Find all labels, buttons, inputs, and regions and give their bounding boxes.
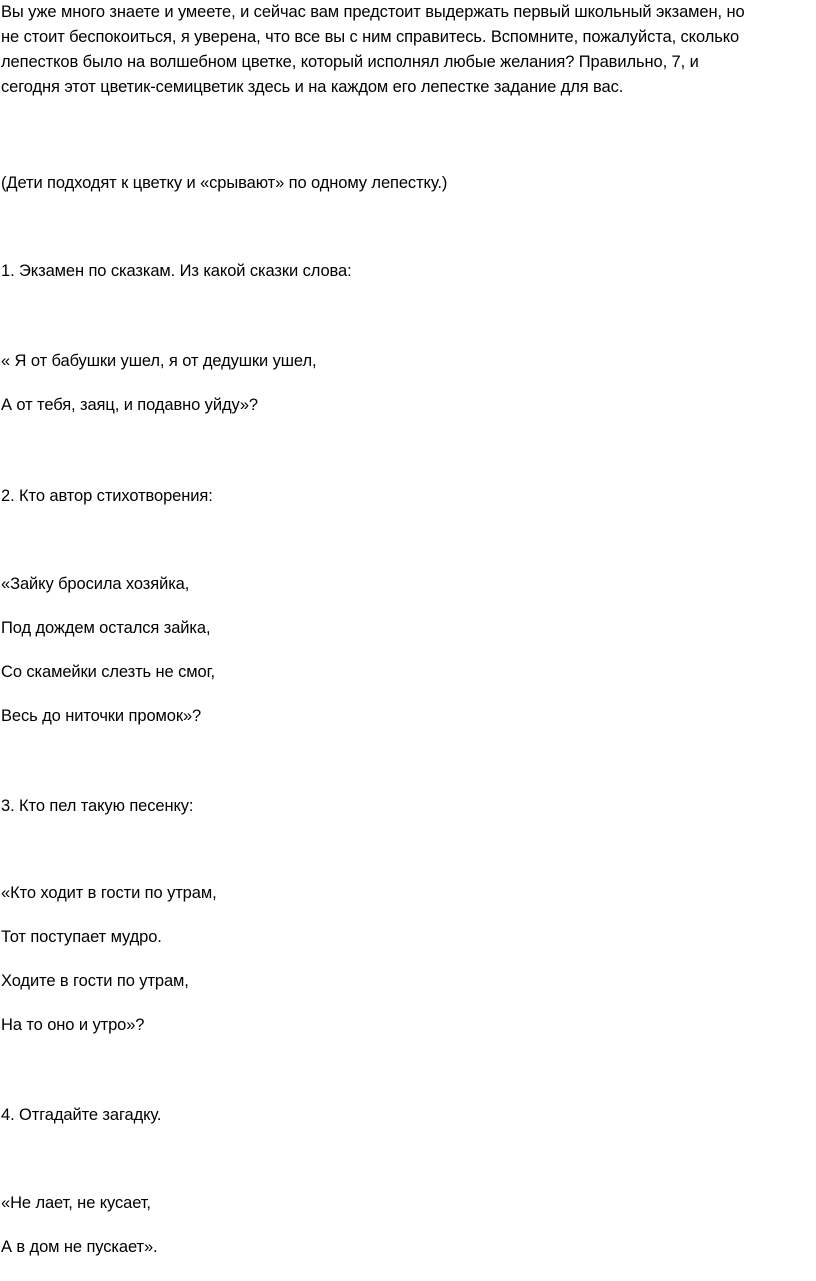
quote-line: «Кто ходит в гости по утрам,: [1, 884, 217, 902]
task-heading: 2. Кто автор стихотворения:: [1, 487, 213, 505]
quote-line: А в дом не пускает».: [1, 1238, 158, 1256]
intro-line: лепестков было на волшебном цветке, который исполнял любые желания? Правильно, 7, и: [1, 53, 699, 71]
quote-line: Тот поступает мудро.: [1, 928, 162, 946]
intro-line: сегодня этот цветик-семицветик здесь и на каждом его лепестке задание для вас.: [1, 78, 624, 96]
intro-line: Вы уже много знаете и умеете, и сейчас вам предстоит выдержать первый школьный экзамен, но: [1, 3, 745, 21]
task-heading: 3. Кто пел такую песенку:: [1, 797, 194, 815]
quote-line: «Зайку бросила хозяйка,: [1, 575, 190, 593]
quote-line: Под дождем остался зайка,: [1, 619, 211, 637]
quote-line: « Я от бабушки ушел, я от дедушки ушел,: [1, 352, 317, 370]
task-heading: 1. Экзамен по сказкам. Из какой сказки слова:: [1, 262, 352, 280]
stage-direction: (Дети подходят к цветку и «срывают» по одному лепестку.): [1, 174, 448, 192]
intro-paragraph: [1, 0, 813, 100]
quote-line: А от тебя, заяц, и подавно уйду»?: [1, 396, 258, 414]
quote-line: Весь до ниточки промок»?: [1, 707, 202, 725]
task-heading: 4. Отгадайте загадку.: [1, 1106, 162, 1124]
quote-line: Ходите в гости по утрам,: [1, 972, 189, 990]
quote-line: Со скамейки слезть не смог,: [1, 663, 215, 681]
intro-line: не стоит беспокоиться, я уверена, что все вы с ним справитесь. Вспомните, пожалуйста, сколько: [1, 28, 740, 46]
quote-line: «Не лает, не кусает,: [1, 1194, 151, 1212]
quote-line: На то оно и утро»?: [1, 1016, 145, 1034]
